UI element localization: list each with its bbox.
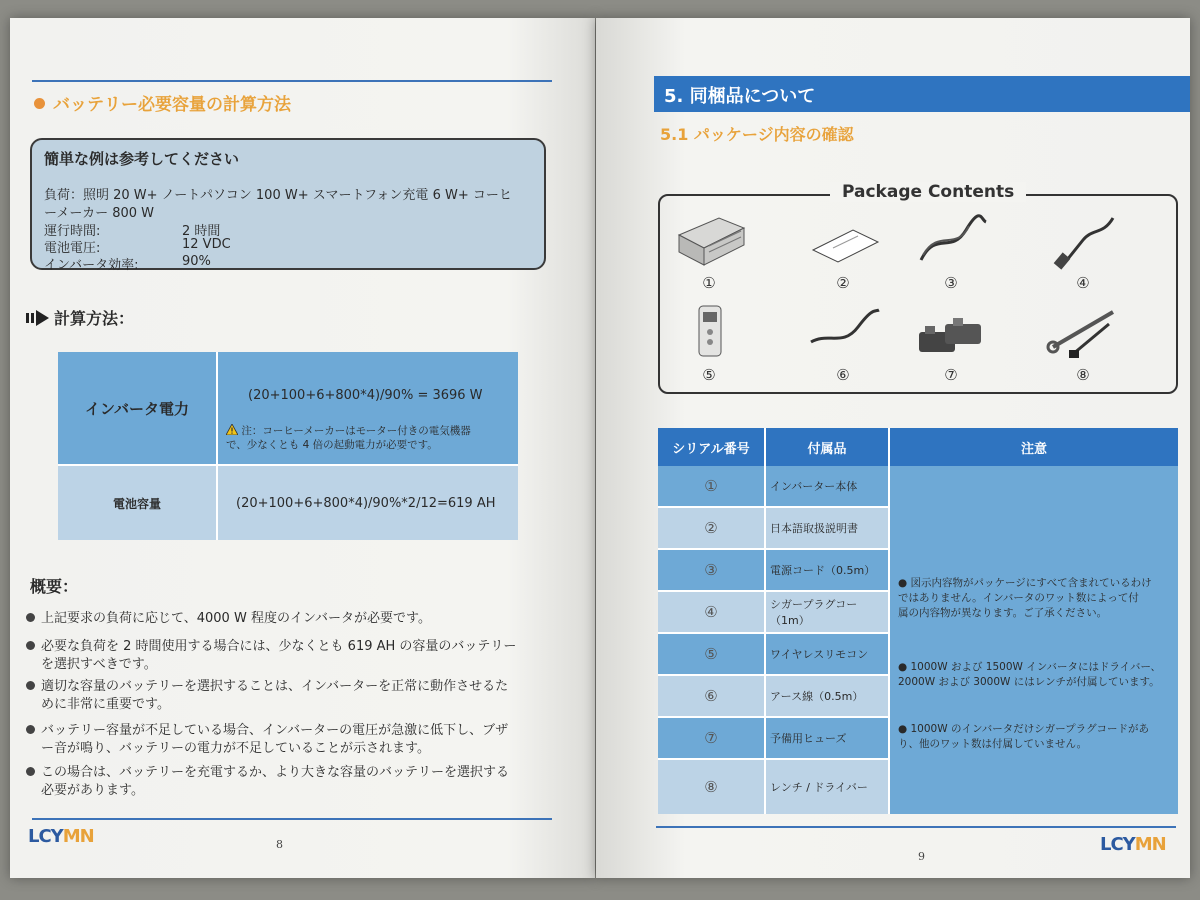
table-row: ⑦ bbox=[658, 718, 766, 760]
inverter-power-cell bbox=[218, 352, 518, 466]
brand-logo: LCYMN bbox=[1100, 834, 1166, 855]
wrench-icon bbox=[1043, 302, 1123, 362]
package-item-power-cord: ③ bbox=[906, 210, 996, 292]
header-notes: 注意 bbox=[890, 428, 1178, 466]
voltage-label: 電池電圧: bbox=[44, 241, 101, 256]
example-box bbox=[30, 138, 546, 273]
top-rule bbox=[32, 80, 552, 82]
calc-table bbox=[58, 352, 518, 540]
table-cell: ワイヤレスリモコン bbox=[766, 634, 890, 676]
table-row: ⑤ bbox=[658, 634, 766, 676]
list-item: 上記要求の負荷に応じて、4000 W 程度のインバータが必要です。 bbox=[26, 610, 546, 628]
cigar-plug-icon bbox=[1043, 210, 1123, 270]
left-page bbox=[10, 18, 595, 878]
ground-wire-icon bbox=[803, 302, 883, 362]
section-heading: 5. 同梱品について bbox=[654, 76, 1190, 112]
battery-capacity-label: 電池容量 bbox=[58, 466, 218, 540]
package-title: Package Contents bbox=[830, 182, 1026, 202]
warning-icon bbox=[226, 424, 238, 435]
battery-section-title: バッテリー必要容量の計算方法 bbox=[34, 90, 291, 115]
runtime-label: 運行時間: bbox=[44, 224, 101, 239]
package-item-remote: ⑤ bbox=[664, 302, 754, 384]
table-cell: アース線（0.5m） bbox=[766, 676, 890, 718]
table-cell: インバーター本体 bbox=[766, 466, 890, 508]
inverter-power-note: 注：コーヒーメーカーはモーター付きの電気機器 で、少なくとも 4 倍の起動電力が必要です。 bbox=[226, 425, 471, 451]
table-row: ④ bbox=[658, 592, 766, 634]
cable-icon bbox=[911, 210, 991, 270]
package-item-ground-wire: ⑥ bbox=[798, 302, 888, 384]
header-serial: シリアル番号 bbox=[658, 428, 766, 466]
table-cell: シガープラグコー（1m） bbox=[766, 592, 890, 634]
arrow-right-icon bbox=[26, 309, 50, 327]
table-row: ⑥ bbox=[658, 676, 766, 718]
inverter-icon bbox=[669, 210, 749, 270]
table-row: ② bbox=[658, 508, 766, 550]
package-item-tools: ⑧ bbox=[1038, 302, 1128, 384]
table-row: ① bbox=[658, 466, 766, 508]
example-title: 簡単な例は参考してください bbox=[44, 150, 240, 168]
table-row: ⑧ bbox=[658, 760, 766, 814]
efficiency-value: 90% bbox=[182, 254, 211, 269]
load-line-2: ーメーカー 800 W bbox=[44, 206, 155, 221]
voltage-value: 12 VDC bbox=[182, 237, 231, 252]
summary-title: 概要： bbox=[30, 577, 79, 596]
notes-column bbox=[890, 466, 1178, 814]
fuse-icon bbox=[911, 302, 991, 362]
list-item: 適切な容量のバッテリーを選択することは、インバーターを正常に動作させるた めに非常に重要です。 bbox=[26, 678, 546, 714]
subsection-title: 5.1 パッケージ内容の確認 bbox=[660, 125, 854, 144]
package-item-manual: ② bbox=[798, 210, 888, 292]
table-cell: 電源コード（0.5m） bbox=[766, 550, 890, 592]
table-cell: 予備用ヒューズ bbox=[766, 718, 890, 760]
bottom-rule bbox=[32, 818, 552, 820]
package-contents-box bbox=[658, 182, 1178, 394]
runtime-value: 2 時間 bbox=[182, 224, 221, 239]
inverter-power-label: インバータ電力 bbox=[58, 352, 218, 466]
note-1: ● 図示内容物がパッケージにすべて含まれているわけ ではありません。インバータのワット数によって付 属の内容物が異なります。ご了承ください。 bbox=[898, 577, 1152, 619]
table-row: ③ bbox=[658, 550, 766, 592]
list-item: バッテリー容量が不足している場合、インバーターの電圧が急激に低下し、ブザ ー音が鳴り、バッテリーの電力が不足していることが示されます。 bbox=[26, 722, 546, 758]
page-number: 9 bbox=[918, 850, 925, 863]
bottom-rule bbox=[656, 826, 1176, 828]
contents-table bbox=[658, 428, 1178, 814]
page-number: 8 bbox=[276, 838, 283, 851]
right-page bbox=[596, 18, 1190, 878]
load-line-1: 負荷：照明 20 W+ ノートパソコン 100 W+ スマートフォン充電 6 W+ コーヒ bbox=[44, 188, 512, 203]
remote-icon bbox=[669, 302, 749, 362]
inverter-power-formula: (20+100+6+800*4)/90% = 3696 W bbox=[248, 388, 483, 403]
list-item: この場合は、バッテリーを充電するか、より大きな容量のバッテリーを選択する 必要があります。 bbox=[26, 764, 546, 800]
efficiency-label: インバータ効率: bbox=[44, 258, 139, 273]
note-2: ● 1000W および 1500W インバータにはドライバー、 2000W および 3000W にはレンチが付属しています。 bbox=[898, 661, 1162, 688]
package-item-cigar-plug: ④ bbox=[1038, 210, 1128, 292]
package-item-inverter: ① bbox=[664, 210, 754, 292]
note-3: ● 1000W のインバータだけシガープラグコードがあ り、他のワット数は付属していません。 bbox=[898, 723, 1149, 750]
table-cell: レンチ / ドライバー bbox=[766, 760, 890, 814]
brand-logo: LCYMN bbox=[28, 826, 94, 847]
orange-dot-icon bbox=[34, 98, 45, 109]
package-item-fuse: ⑦ bbox=[906, 302, 996, 384]
battery-capacity-formula: (20+100+6+800*4)/90%*2/12=619 AH bbox=[218, 466, 518, 540]
table-cell: 日本語取扱説明書 bbox=[766, 508, 890, 550]
header-accessory: 付属品 bbox=[766, 428, 890, 466]
calc-title: 計算方法： bbox=[26, 306, 134, 329]
list-item: 必要な負荷を 2 時間使用する場合には、少なくとも 619 AH の容量のバッテリー を選択すべきです。 bbox=[26, 638, 546, 674]
manual-icon bbox=[803, 210, 883, 270]
